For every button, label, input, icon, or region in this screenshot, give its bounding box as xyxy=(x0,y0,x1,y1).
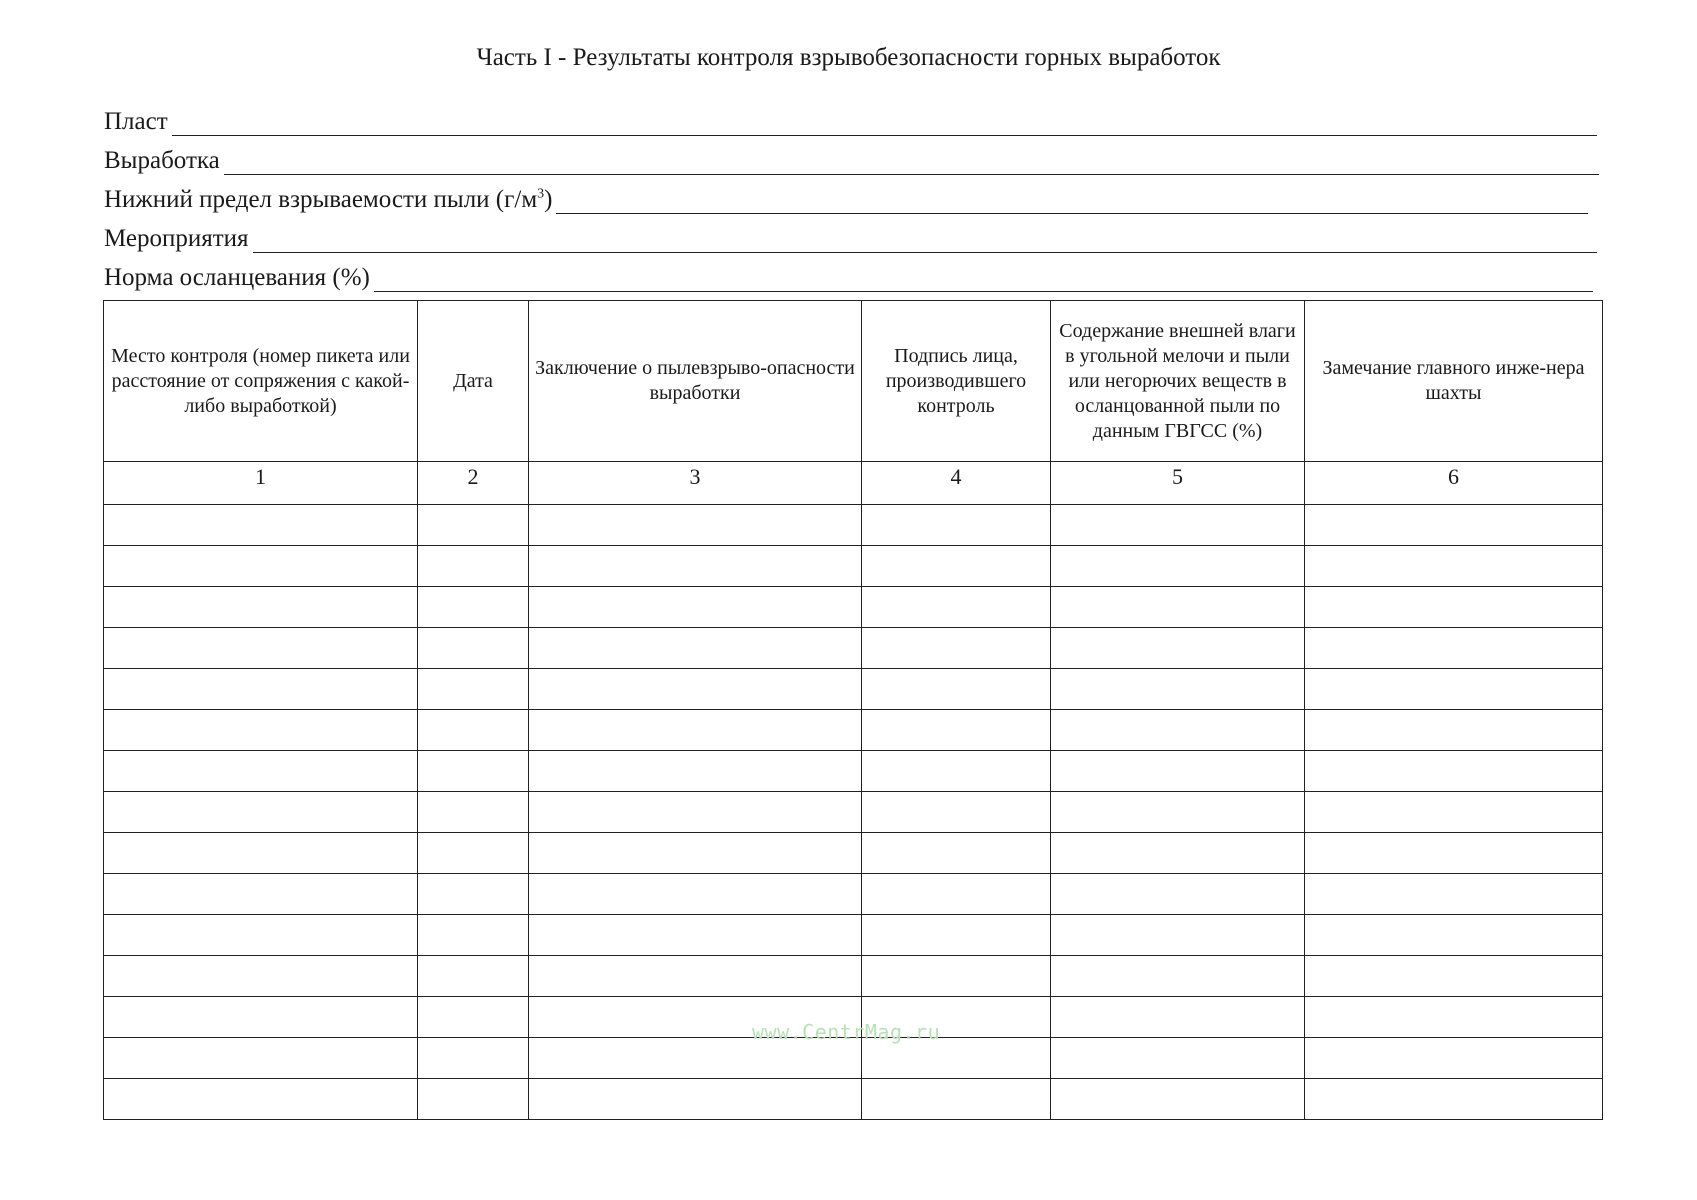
table-cell[interactable] xyxy=(418,997,529,1038)
table-row xyxy=(104,710,1603,751)
table-cell[interactable] xyxy=(529,710,862,751)
table-cell[interactable] xyxy=(1305,505,1603,546)
table-cell[interactable] xyxy=(418,1038,529,1079)
table-cell[interactable] xyxy=(529,546,862,587)
table-cell[interactable] xyxy=(529,915,862,956)
table-row xyxy=(104,505,1603,546)
table-cell[interactable] xyxy=(1051,915,1305,956)
table-cell[interactable] xyxy=(529,792,862,833)
table-cell[interactable] xyxy=(104,505,418,546)
table-cell[interactable] xyxy=(104,1038,418,1079)
field-vyrabotka-line[interactable] xyxy=(224,146,1599,175)
watermark: www.CentrMag.ru xyxy=(752,1020,941,1044)
field-explosion-limit xyxy=(104,180,1588,214)
header-moisture-content: Содержание внешней влаги в угольной мелочи и пыли или негорючих веществ в осланцованной пыли по данным ГВГСС (%) xyxy=(1051,301,1305,462)
table-cell[interactable] xyxy=(862,833,1051,874)
table-cell[interactable] xyxy=(418,751,529,792)
table-cell[interactable] xyxy=(862,915,1051,956)
table-cell[interactable] xyxy=(1051,997,1305,1038)
table-cell[interactable] xyxy=(1051,833,1305,874)
table-cell[interactable] xyxy=(862,505,1051,546)
table-cell[interactable] xyxy=(104,915,418,956)
table-cell[interactable] xyxy=(418,833,529,874)
table-cell[interactable] xyxy=(1051,874,1305,915)
table-cell[interactable] xyxy=(1305,956,1603,997)
table-cell[interactable] xyxy=(1051,669,1305,710)
field-explosion-limit-label xyxy=(104,186,552,214)
field-plast-line[interactable] xyxy=(172,107,1597,136)
table-cell[interactable] xyxy=(104,956,418,997)
table-row xyxy=(104,587,1603,628)
field-vyrabotka-label: Выработка xyxy=(104,147,220,174)
field-plast-label: Пласт xyxy=(104,108,168,135)
table-cell[interactable] xyxy=(418,874,529,915)
table-cell[interactable] xyxy=(862,751,1051,792)
header-chief-engineer-remark: Замечание главного инже-нера шахты xyxy=(1305,301,1603,462)
field-explosion-limit-line[interactable] xyxy=(556,185,1588,214)
table-cell[interactable] xyxy=(862,710,1051,751)
table-cell[interactable] xyxy=(862,628,1051,669)
table-cell[interactable] xyxy=(418,956,529,997)
table-cell[interactable] xyxy=(104,792,418,833)
header-conclusion: Заключение о пылевзрыво-опасности выработки xyxy=(529,301,862,462)
table-cell[interactable] xyxy=(418,669,529,710)
table-cell[interactable] xyxy=(418,792,529,833)
table-cell[interactable] xyxy=(1051,792,1305,833)
table-row xyxy=(104,669,1603,710)
table-cell[interactable] xyxy=(104,751,418,792)
table-cell[interactable] xyxy=(1051,1079,1305,1120)
table-cell[interactable] xyxy=(418,546,529,587)
table-row xyxy=(104,1079,1603,1120)
table-cell[interactable] xyxy=(529,669,862,710)
table-cell[interactable] xyxy=(104,669,418,710)
table-row xyxy=(104,833,1603,874)
table-cell[interactable] xyxy=(104,997,418,1038)
table-cell[interactable] xyxy=(1051,628,1305,669)
table-cell[interactable] xyxy=(529,1079,862,1120)
table-cell[interactable] xyxy=(418,628,529,669)
table-row xyxy=(104,915,1603,956)
column-number: 2 xyxy=(418,462,529,505)
table-cell[interactable] xyxy=(1051,546,1305,587)
limit-prefix: Нижний предел взрываемости пыли (г/м xyxy=(104,186,538,213)
table-cell[interactable] xyxy=(862,874,1051,915)
table-row xyxy=(104,874,1603,915)
table-cell[interactable] xyxy=(862,1079,1051,1120)
table-row xyxy=(104,751,1603,792)
table-cell[interactable] xyxy=(418,505,529,546)
table-cell[interactable] xyxy=(418,915,529,956)
table-cell[interactable] xyxy=(529,628,862,669)
table-cell[interactable] xyxy=(1305,1079,1603,1120)
limit-suffix: ) xyxy=(544,186,553,213)
field-measures-line[interactable] xyxy=(253,224,1597,253)
table-cell[interactable] xyxy=(1051,956,1305,997)
table-cell[interactable] xyxy=(1305,751,1603,792)
page-title: Часть I - Результаты контроля взрывобезопасности горных выработок xyxy=(476,44,1221,71)
field-plast xyxy=(104,102,1597,136)
header-row xyxy=(104,301,1603,462)
table-cell[interactable] xyxy=(862,587,1051,628)
table-cell[interactable] xyxy=(1305,997,1603,1038)
table-cell[interactable] xyxy=(1051,1038,1305,1079)
header-control-place: Место контроля (номер пикета или расстояние от сопряжения с какой-либо выработкой) xyxy=(104,301,418,462)
field-measures-label: Мероприятия xyxy=(104,225,249,252)
table-row xyxy=(104,792,1603,833)
field-norm-label: Норма осланцевания (%) xyxy=(104,264,370,291)
table-row xyxy=(104,956,1603,997)
table-cell[interactable] xyxy=(104,710,418,751)
table-cell[interactable] xyxy=(529,587,862,628)
table-cell[interactable] xyxy=(1051,710,1305,751)
column-number: 1 xyxy=(104,462,418,505)
table-cell[interactable] xyxy=(529,956,862,997)
column-number-row xyxy=(104,462,1603,505)
table-cell[interactable] xyxy=(1305,874,1603,915)
table-cell[interactable] xyxy=(1305,710,1603,751)
header-signature: Подпись лица, производившего контроль xyxy=(862,301,1051,462)
table-cell[interactable] xyxy=(1051,587,1305,628)
field-measures xyxy=(104,219,1597,253)
table-cell[interactable] xyxy=(529,874,862,915)
field-vyrabotka xyxy=(104,141,1599,175)
table-row xyxy=(104,546,1603,587)
field-norm xyxy=(104,258,1593,292)
table-cell[interactable] xyxy=(104,628,418,669)
table-cell[interactable] xyxy=(1305,792,1603,833)
table-cell[interactable] xyxy=(418,587,529,628)
table-cell[interactable] xyxy=(1305,915,1603,956)
table-cell[interactable] xyxy=(1305,628,1603,669)
table-row xyxy=(104,628,1603,669)
table-cell[interactable] xyxy=(1305,833,1603,874)
table-cell[interactable] xyxy=(1305,546,1603,587)
table-cell[interactable] xyxy=(104,833,418,874)
field-norm-line[interactable] xyxy=(374,263,1593,292)
column-number: 4 xyxy=(862,462,1051,505)
table-cell[interactable] xyxy=(418,1079,529,1120)
table-cell[interactable] xyxy=(862,956,1051,997)
table-cell[interactable] xyxy=(1305,587,1603,628)
table-cell[interactable] xyxy=(104,587,418,628)
table-cell[interactable] xyxy=(862,669,1051,710)
table-cell[interactable] xyxy=(1305,669,1603,710)
column-number: 3 xyxy=(529,462,862,505)
table-cell[interactable] xyxy=(104,874,418,915)
table-cell[interactable] xyxy=(104,1079,418,1120)
table-cell[interactable] xyxy=(529,505,862,546)
control-table xyxy=(103,300,1603,1120)
column-number: 6 xyxy=(1305,462,1603,505)
table-cell[interactable] xyxy=(529,833,862,874)
table-cell[interactable] xyxy=(104,546,418,587)
table-cell[interactable] xyxy=(1051,505,1305,546)
table-cell[interactable] xyxy=(862,546,1051,587)
table-cell[interactable] xyxy=(529,751,862,792)
column-number: 5 xyxy=(1051,462,1305,505)
table-cell[interactable] xyxy=(1051,751,1305,792)
table-cell[interactable] xyxy=(862,792,1051,833)
table-cell[interactable] xyxy=(1305,1038,1603,1079)
limit-superscript: 3 xyxy=(537,186,545,202)
header-date: Дата xyxy=(418,301,529,462)
table-cell[interactable] xyxy=(418,710,529,751)
